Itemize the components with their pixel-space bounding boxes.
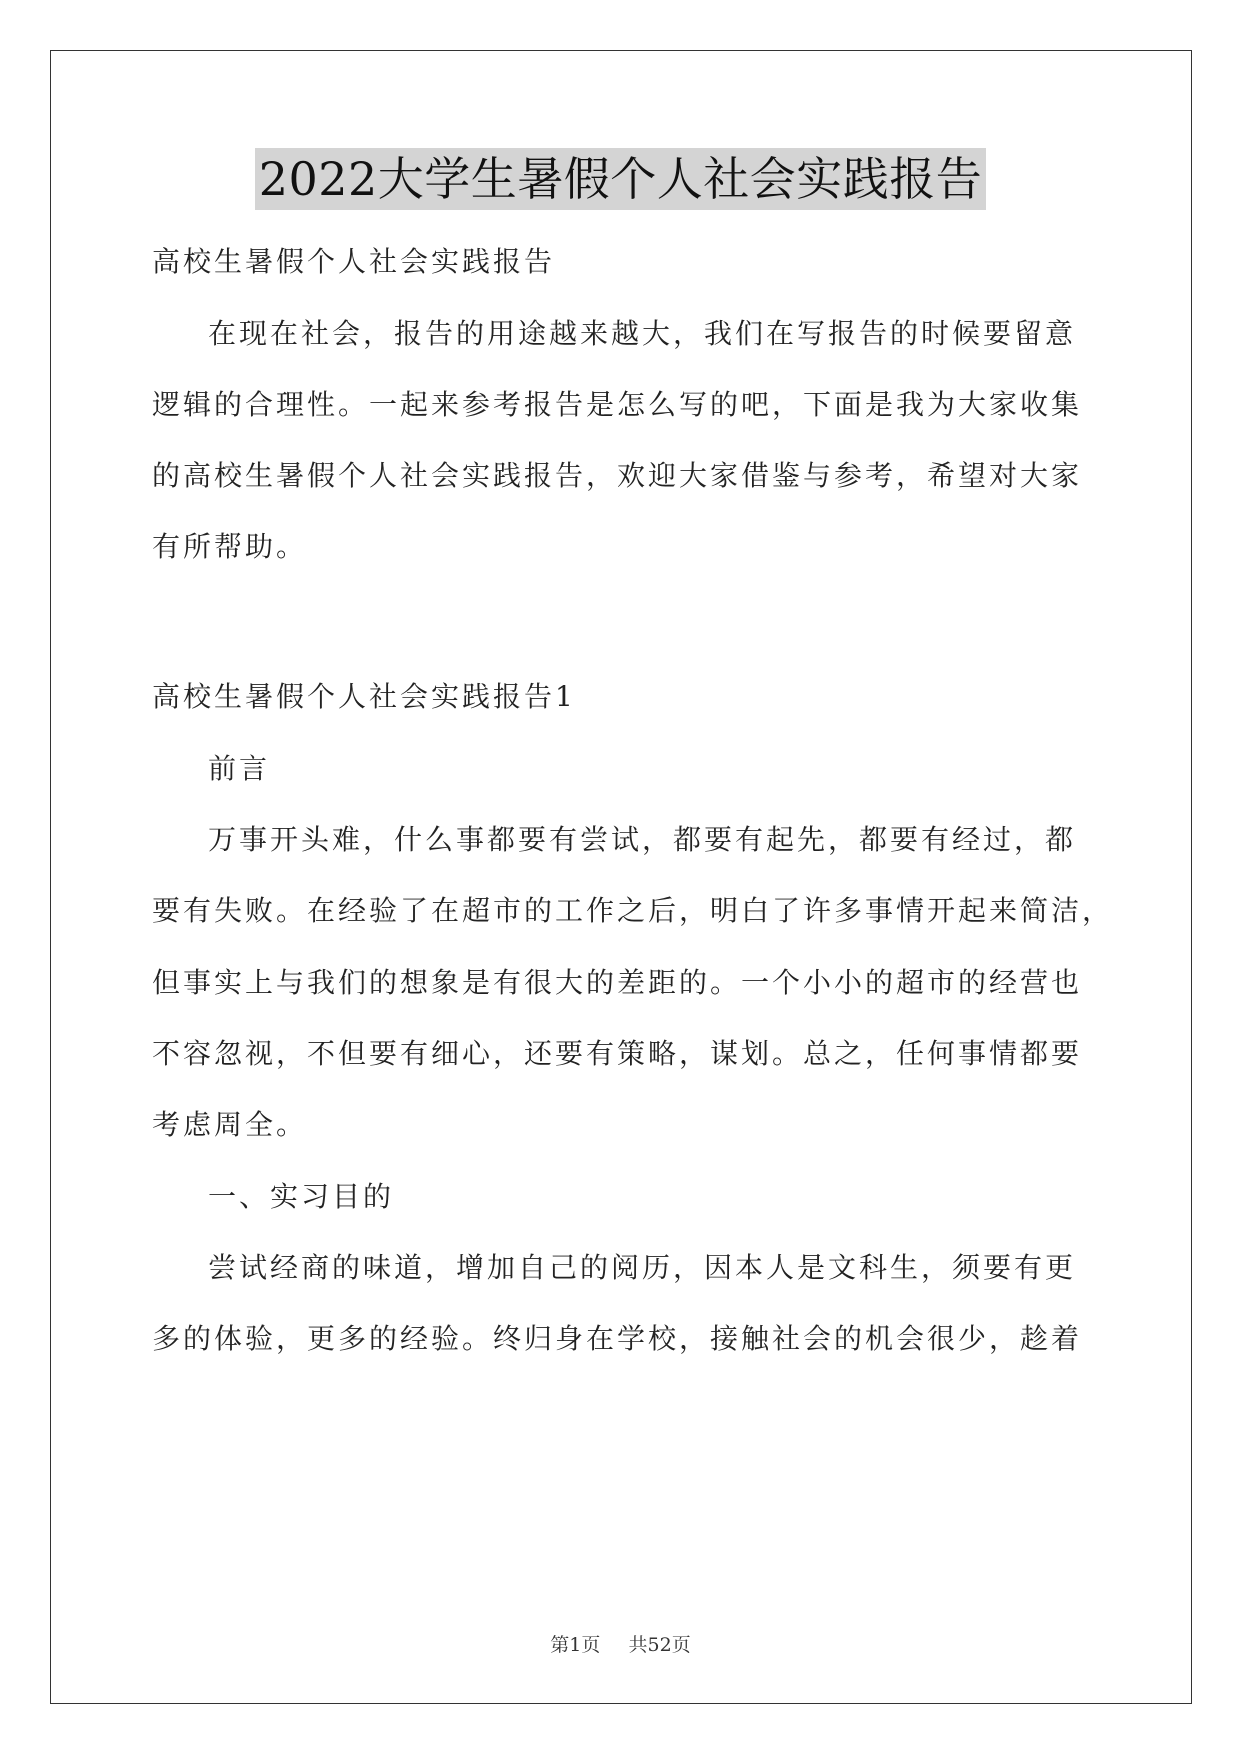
section-heading: 高校生暑假个人社会实践报告1: [152, 680, 576, 713]
paragraph-line: 要有失败。在经验了在超市的工作之后，明白了许多事情开起来简洁，: [152, 894, 1114, 927]
document-title: 2022大学生暑假个人社会实践报告: [255, 148, 987, 210]
page-footer: [0, 1630, 1241, 1657]
subtitle-line: 高校生暑假个人社会实践报告: [152, 245, 556, 278]
paragraph-line: 但事实上与我们的想象是有很大的差距的。一个小小的超市的经营也: [152, 966, 1083, 999]
paragraph-line: 多的体验，更多的经验。终归身在学校，接触社会的机会很少，趁着: [152, 1322, 1083, 1355]
paragraph-line: 万事开头难，什么事都要有尝试，都要有起先，都要有经过，都: [208, 823, 1077, 856]
total-pages: 共52页: [628, 1634, 691, 1656]
preface-heading: 前言: [208, 752, 271, 785]
subsection-heading: 一、实习目的: [208, 1180, 395, 1213]
paragraph-line: 不容忽视，不但要有细心，还要有策略，谋划。总之，任何事情都要: [152, 1037, 1083, 1070]
page-border: [50, 50, 1192, 1704]
paragraph-line: 逻辑的合理性。一起来参考报告是怎么写的吧，下面是我为大家收集: [152, 388, 1083, 421]
paragraph-line: 在现在社会，报告的用途越来越大，我们在写报告的时候要留意: [208, 317, 1077, 350]
paragraph-line: 考虑周全。: [152, 1108, 308, 1141]
page-number: 第1页: [550, 1634, 601, 1656]
paragraph-line: 尝试经商的味道，增加自己的阅历，因本人是文科生，须要有更: [208, 1251, 1077, 1284]
paragraph-line: 的高校生暑假个人社会实践报告，欢迎大家借鉴与参考，希望对大家: [152, 459, 1083, 492]
paragraph-line: 有所帮助。: [152, 530, 308, 563]
title-container: [0, 148, 1241, 210]
